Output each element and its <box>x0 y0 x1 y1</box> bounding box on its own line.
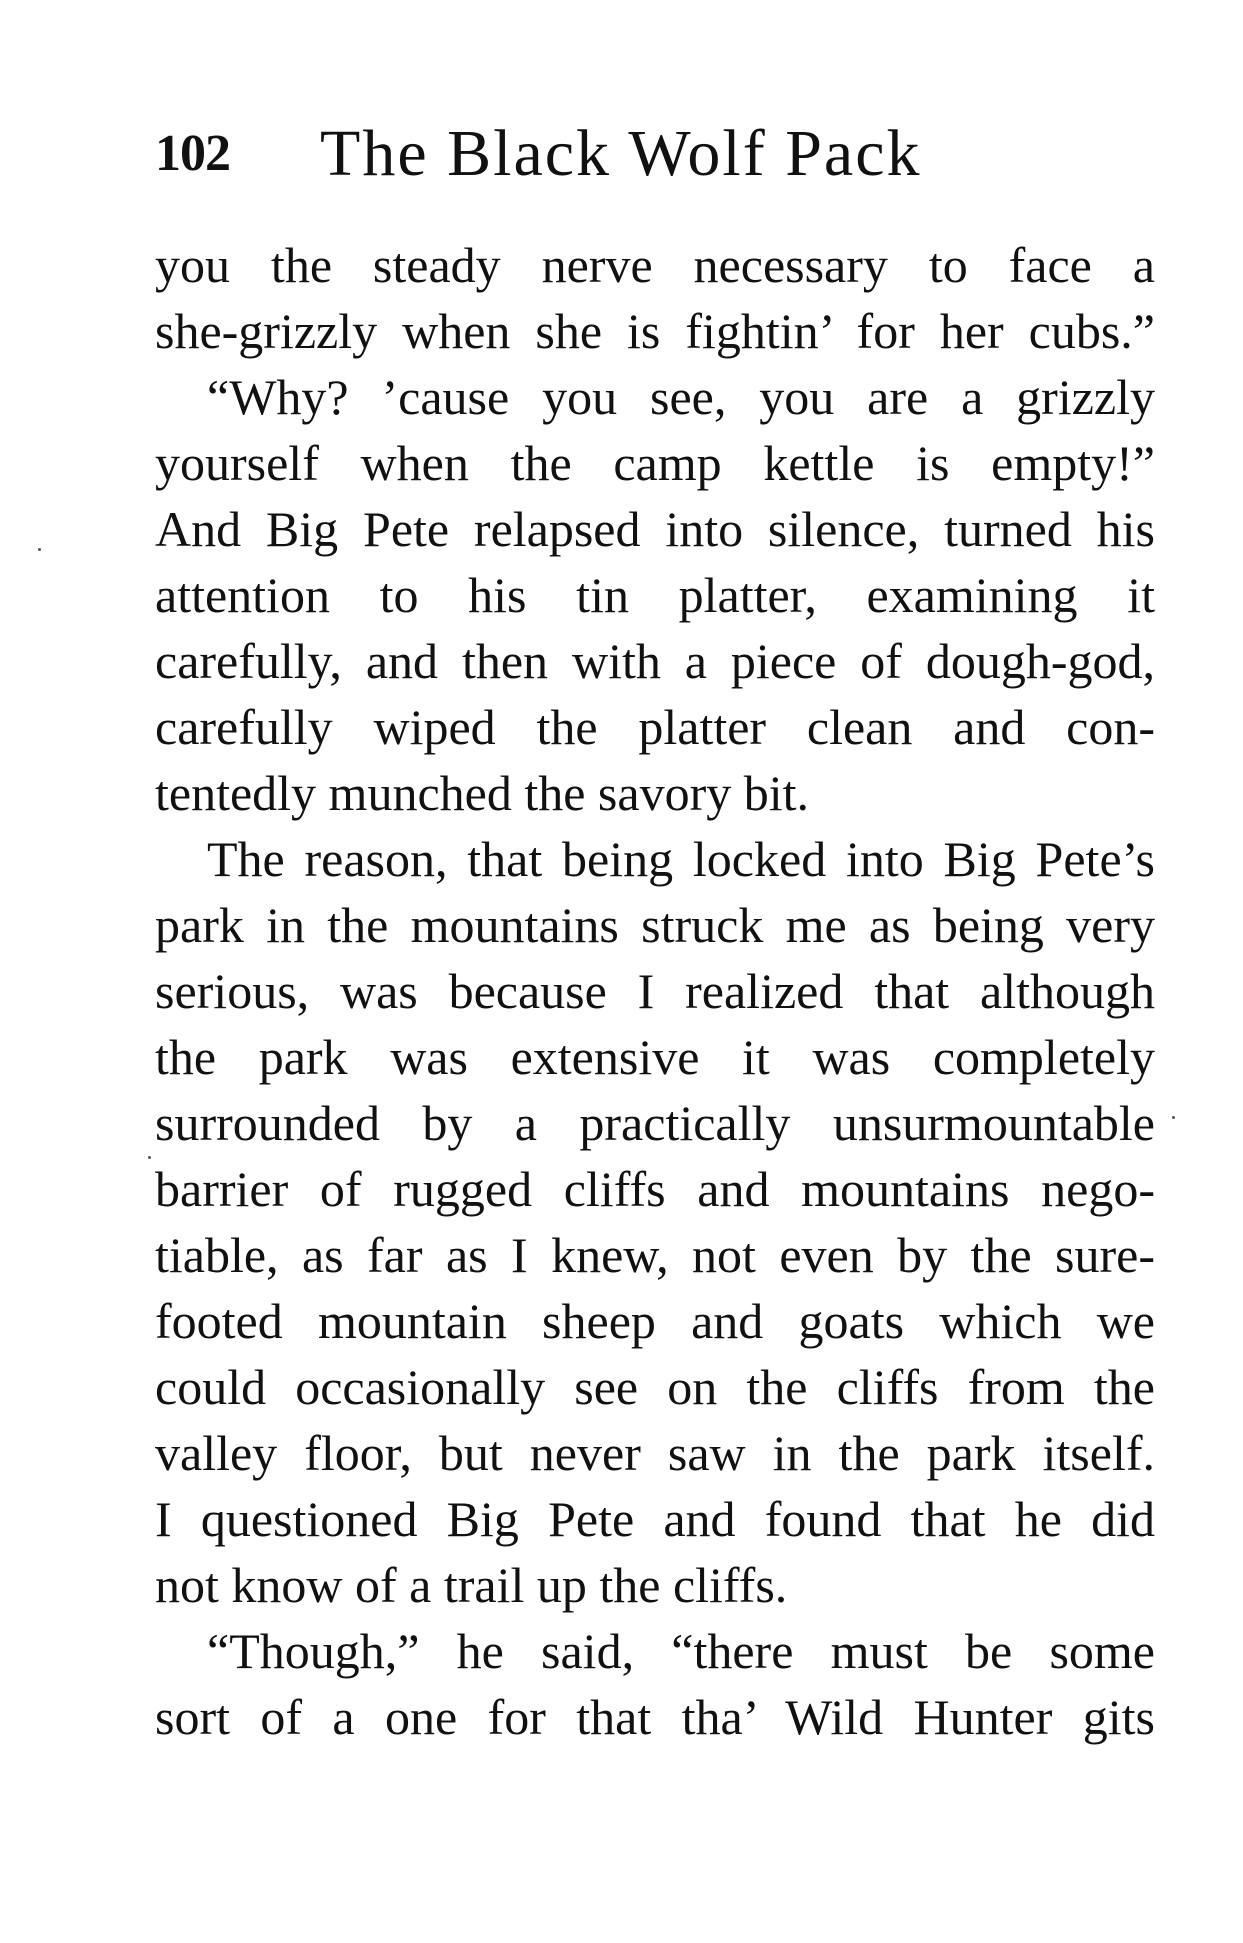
running-title: The Black Wolf Pack <box>320 117 922 190</box>
page-header <box>155 116 1155 196</box>
text-line: carefully wiped the platter clean and con- <box>155 699 1155 755</box>
text-line: “Though,” he said, “there must be some <box>207 1623 1155 1679</box>
text-line: tentedly munched the savory bit. <box>155 765 810 821</box>
scan-speck <box>38 548 41 551</box>
text-line: sort of a one for that tha’ Wild Hunter gits <box>155 1689 1155 1745</box>
text-line: could occasionally see on the cliffs from the <box>155 1359 1155 1415</box>
text-line: yourself when the camp kettle is empty!” <box>155 435 1155 491</box>
text-line: I questioned Big Pete and found that he did <box>155 1491 1155 1547</box>
text-line: footed mountain sheep and goats which we <box>155 1293 1155 1349</box>
text-line: you the steady nerve necessary to face a <box>155 237 1155 293</box>
scan-speck <box>148 1156 151 1159</box>
text-line: And Big Pete relapsed into silence, turned his <box>155 501 1155 557</box>
text-line: “Why? ’cause you see, you are a grizzly <box>207 369 1155 425</box>
text-line: valley floor, but never saw in the park itself. <box>155 1425 1155 1481</box>
body-text <box>155 232 1155 1750</box>
text-line: carefully, and then with a piece of dough-god, <box>155 633 1155 689</box>
text-line: she-grizzly when she is fightin’ for her cubs.” <box>155 303 1155 359</box>
text-line: barrier of rugged cliffs and mountains nego- <box>155 1161 1155 1217</box>
text-line: surrounded by a practically unsurmountable <box>155 1095 1155 1151</box>
text-line: the park was extensive it was completely <box>155 1029 1155 1085</box>
text-line: serious, was because I realized that although <box>155 963 1155 1019</box>
text-line: The reason, that being locked into Big Pete’s <box>207 831 1155 887</box>
text-line: attention to his tin platter, examining it <box>155 567 1155 623</box>
text-line: tiable, as far as I knew, not even by the sure- <box>155 1227 1155 1283</box>
scan-speck <box>1172 1116 1175 1119</box>
text-line: park in the mountains struck me as being very <box>155 897 1155 953</box>
text-line: not know of a trail up the cliffs. <box>155 1557 788 1613</box>
page-number: 102 <box>155 125 230 182</box>
